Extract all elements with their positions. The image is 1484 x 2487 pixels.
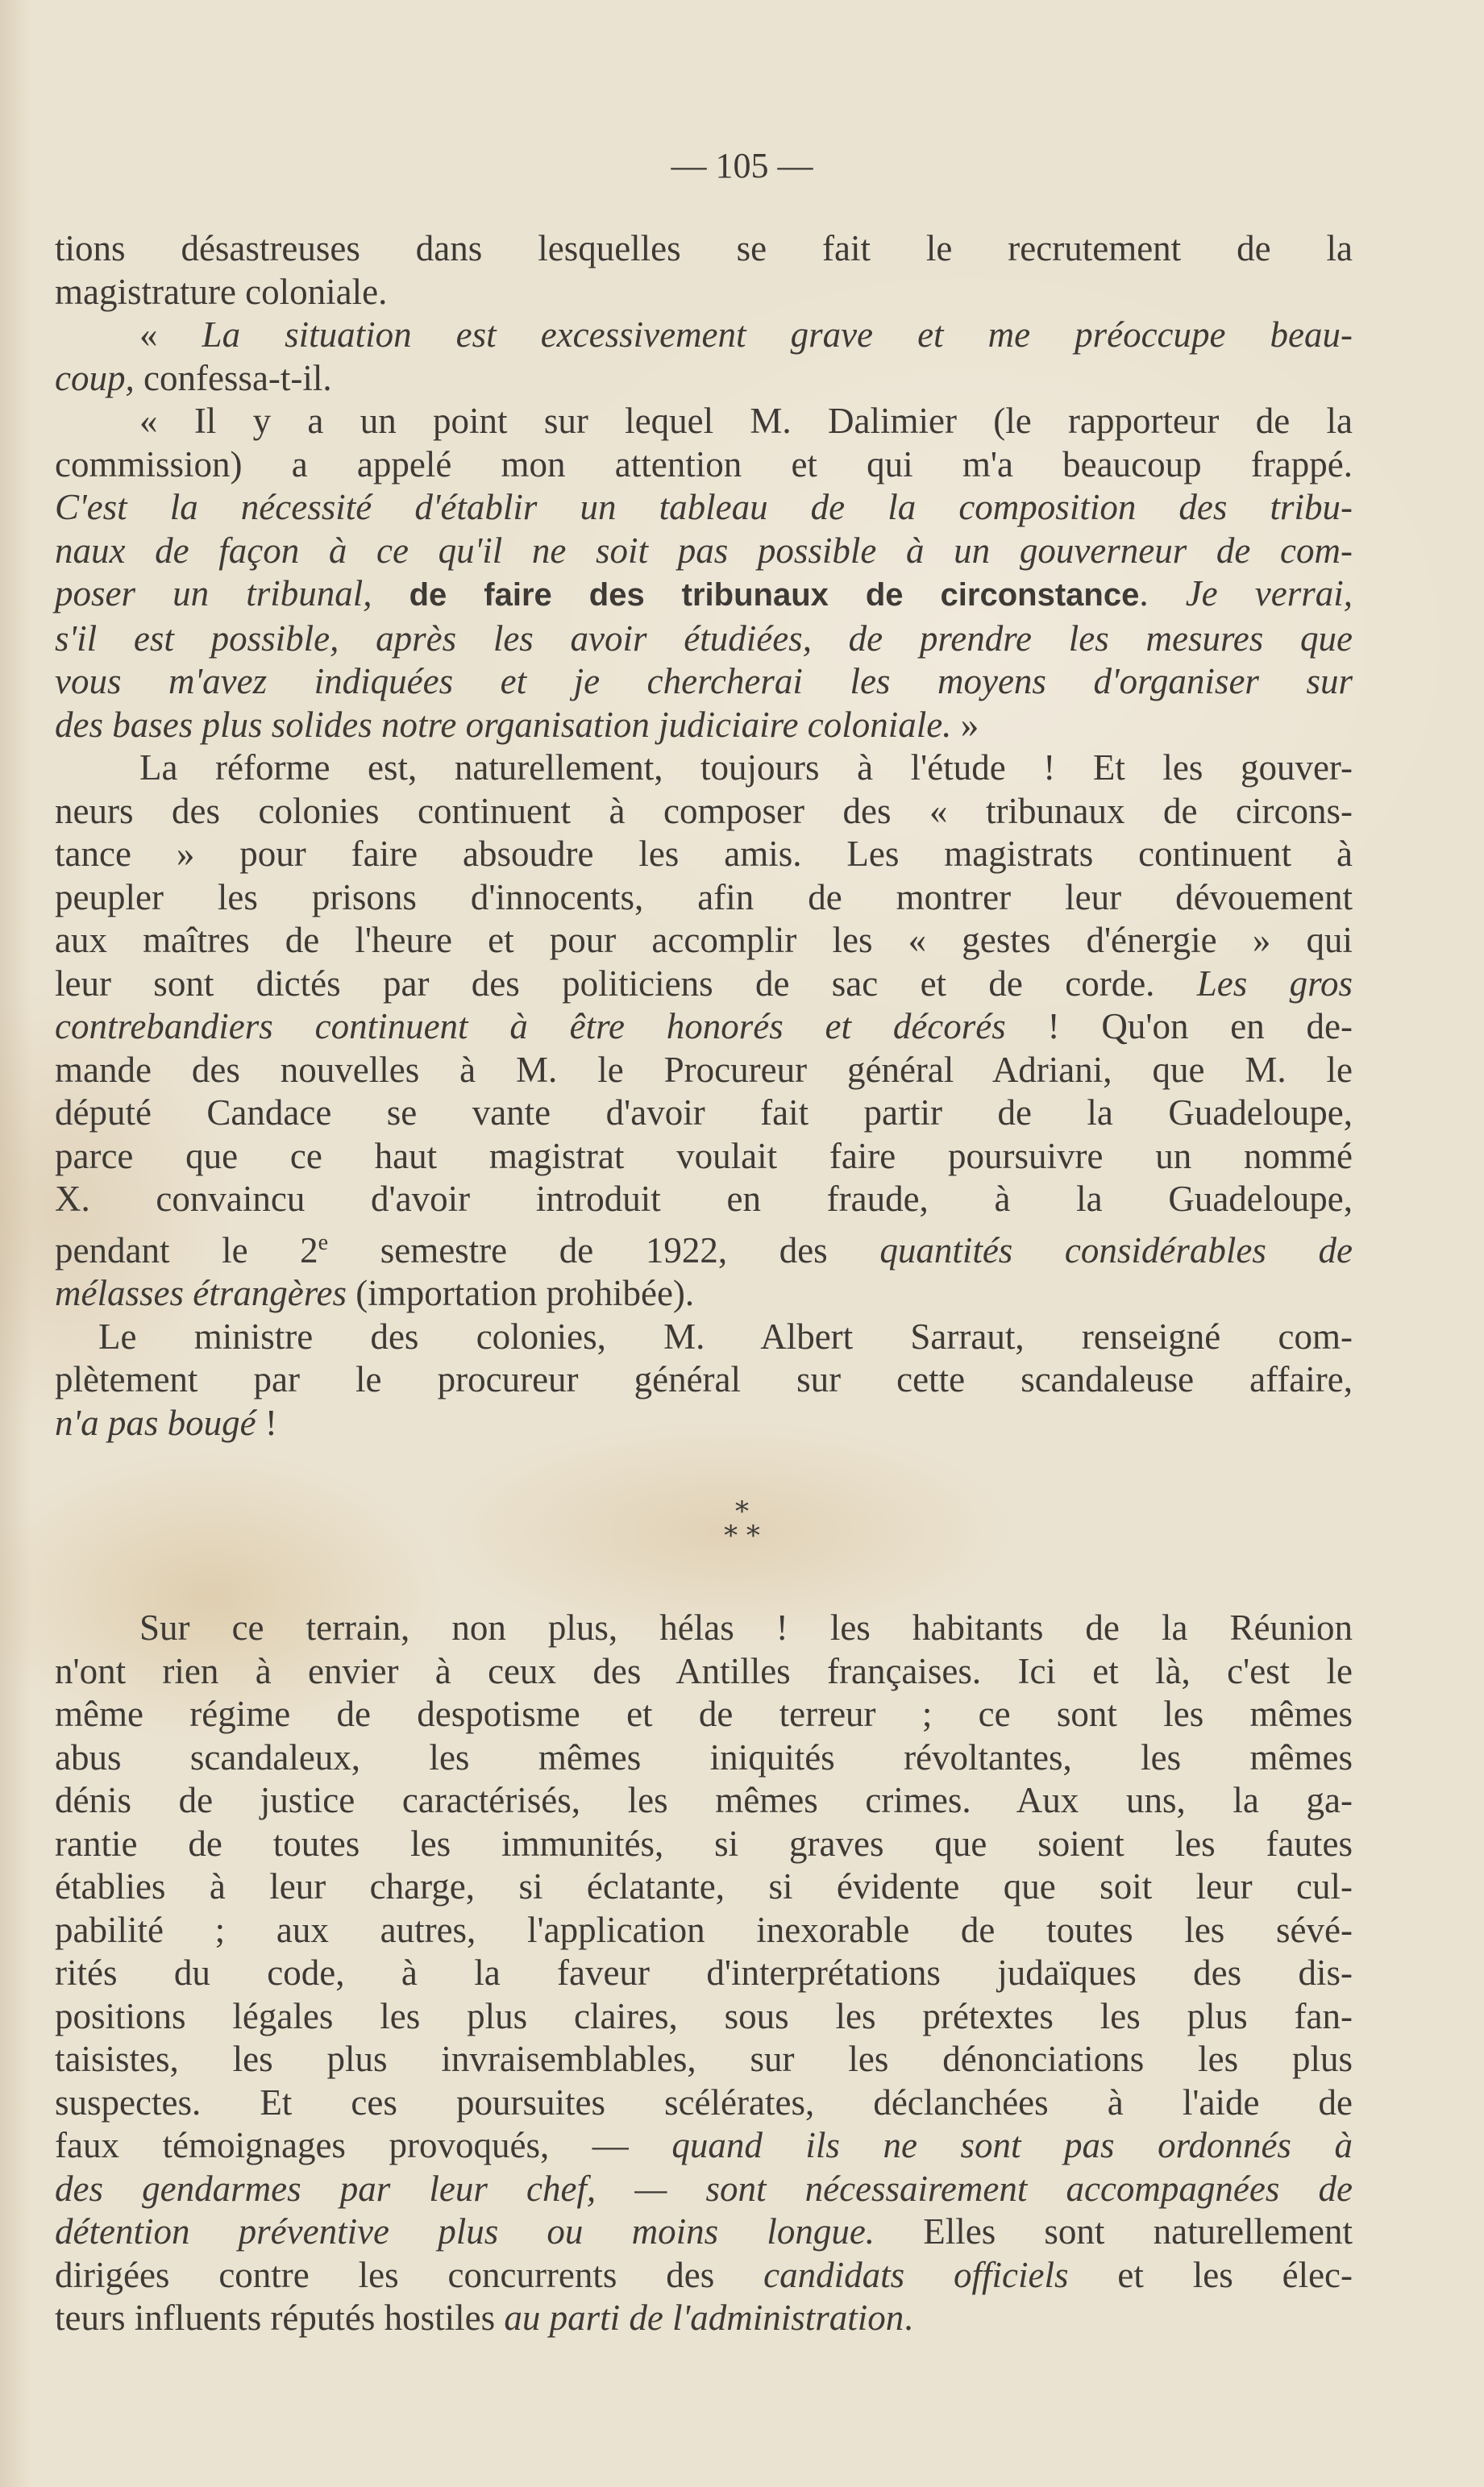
text-line: X. convaincu d'avoir introduit en fraude, à la Guadeloupe, — [55, 1179, 1353, 1219]
text-line: positions légales les plus claires, sous les prétextes les plus fan- — [55, 1995, 1353, 2036]
paragraph-4 — [55, 747, 1353, 1316]
text-line: parce que ce haut magistrat voulait faire poursuivre un nommé — [55, 1135, 1353, 1176]
text-line: s'il est possible, après les avoir étudiées, de prendre les mesures que — [55, 618, 1353, 659]
paragraph-2 — [55, 314, 1353, 400]
asterism-top: * — [735, 1495, 749, 1528]
text-line: vous m'avez indiquées et je chercherai les moyens d'organiser sur — [55, 661, 1353, 701]
italic-text: coup, — [55, 357, 135, 398]
text-line — [55, 357, 1353, 401]
text-line: tions désastreuses dans lesquelles se fait le recrutement de la — [55, 228, 1353, 268]
superscript: e — [318, 1229, 329, 1255]
italic-text: poser un tribunal, — [55, 573, 409, 613]
text-line — [55, 1272, 1353, 1316]
text-line — [55, 963, 1353, 1006]
italic-text: des bases plus solides notre organisation judiciaire coloniale. — [55, 704, 952, 745]
asterism-separator — [0, 1495, 1484, 1552]
text-line: n'ont rien à envier à ceux des Antilles françaises. Ici et là, c'est le — [55, 1650, 1353, 1691]
text-line: plètement par le procureur général sur cette scandaleuse affaire, — [55, 1359, 1353, 1399]
italic-text: détention préventive plus ou moins longue. — [55, 2211, 875, 2252]
roman-text: semestre de 1922, des — [328, 1229, 880, 1271]
text-line: aux maîtres de l'heure et pour accomplir les « gestes d'énergie » qui — [55, 920, 1353, 960]
text-line: mande des nouvelles à M. le Procureur général Adriani, que M. le — [55, 1049, 1353, 1090]
italic-text: La situation est excessivement grave et me préoccupe beau- — [202, 314, 1353, 355]
italic-text: n'a pas bougé — [55, 1402, 256, 1443]
text-line: suspectes. Et ces poursuites scélérates, déclanchées à l'aide de — [55, 2082, 1353, 2123]
text-line — [55, 1221, 1353, 1273]
paragraph-6 — [55, 1607, 1353, 2340]
text-line: pabilité ; aux autres, l'application inexorable de toutes les sévé- — [55, 1909, 1353, 1950]
text-line — [55, 704, 1353, 747]
text-line: des gendarmes par leur chef, — sont nécessairement accompagnées de — [55, 2168, 1353, 2209]
italic-text: au parti de l'administration — [504, 2298, 904, 2338]
roman-text: et les élec- — [1068, 2254, 1353, 2295]
italic-text: Je verrai, — [1185, 573, 1353, 613]
text-line: établies à leur charge, si éclatante, si évidente que soit leur cul- — [55, 1866, 1353, 1907]
text-line: dénis de justice caractérisés, les mêmes crimes. Aux uns, la ga- — [55, 1780, 1353, 1820]
text-line: tance » pour faire absoudre les amis. Les magistrats continuent à — [55, 834, 1353, 874]
roman-text: dirigées contre les concurrents des — [55, 2254, 764, 2295]
text-line — [55, 2210, 1353, 2254]
upper-text-block — [55, 227, 1353, 1445]
text-line: Sur ce terrain, non plus, hélas ! les habitants de la Réunion — [139, 1607, 1353, 1648]
text-line: rantie de toutes les immunités, si graves que soient les fautes — [55, 1823, 1353, 1864]
paragraph-5 — [55, 1316, 1353, 1445]
text-line — [55, 2124, 1353, 2168]
text-line — [55, 314, 1353, 357]
text-line — [55, 1402, 1353, 1445]
text-line: même régime de despotisme et de terreur ; ce sont les mêmes — [55, 1694, 1353, 1734]
text-line: député Candace se vante d'avoir fait partir de la Guadeloupe, — [55, 1092, 1353, 1133]
roman-text: teurs influents réputés hostiles — [55, 2298, 505, 2338]
roman-text: . — [1139, 573, 1186, 613]
text-line: C'est la nécessité d'établir un tableau de la composition des tribu- — [55, 487, 1353, 527]
paragraph-1 — [55, 227, 1353, 314]
roman-text: faux témoignages provoqués, — — [55, 2125, 672, 2165]
roman-text: ! — [256, 1402, 277, 1443]
italic-text: contrebandiers continuent à être honorés et décorés — [55, 1006, 1006, 1046]
text-line: rités du code, à la faveur d'interprétations judaïques des dis- — [55, 1953, 1353, 1993]
text-line — [55, 2254, 1353, 2298]
lower-text-block — [55, 1607, 1353, 2340]
text-line: commission) a appelé mon attention et qui m'a beaucoup frappé. — [55, 443, 1353, 485]
roman-text: ! Qu'on en de- — [1005, 1006, 1353, 1046]
roman-text: » — [951, 704, 979, 745]
text-line — [55, 1005, 1353, 1049]
text-line — [55, 2297, 1353, 2340]
text-line — [55, 572, 1353, 618]
italic-text: mélasses étrangères — [55, 1273, 347, 1313]
quote-mark: « — [139, 314, 202, 355]
text-line: neurs des colonies continuent à composer des « tribunaux de circons- — [55, 790, 1353, 831]
bold-text: de faire des tribunaux de circonstance — [409, 577, 1140, 613]
text-line: peupler les prisons d'innocents, afin de montrer leur dévouement — [55, 876, 1353, 917]
roman-text: pendant le 2 — [55, 1229, 318, 1271]
roman-text: confessa-t-il. — [134, 357, 332, 398]
italic-text: candidats officiels — [763, 2254, 1069, 2295]
italic-text: Les gros — [1196, 963, 1353, 1004]
text-line: abus scandaleux, les mêmes iniquités révoltantes, les mêmes — [55, 1736, 1353, 1778]
roman-text: (importation prohibée). — [347, 1273, 695, 1313]
italic-text: quand ils ne sont pas ordonnés à — [671, 2125, 1353, 2165]
text-line: naux de façon à ce qu'il ne soit pas possible à un gouverneur de com- — [55, 530, 1353, 571]
text-line: taisistes, les plus invraisemblables, sur les dénonciations les plus — [55, 2039, 1353, 2079]
text-line: magistrature coloniale. — [55, 271, 388, 312]
text-line: La réforme est, naturellement, toujours à l'étude ! Et les gouver- — [139, 747, 1353, 788]
roman-text: leur sont dictés par des politiciens de sac et de corde. — [55, 963, 1197, 1004]
text-line: Le ministre des colonies, M. Albert Sarraut, renseigné com- — [98, 1316, 1353, 1357]
roman-text: Elles sont naturellement — [875, 2211, 1353, 2252]
page-number: — 105 — — [671, 146, 813, 185]
asterism-bottom: * * — [724, 1520, 760, 1552]
text-line: « Il y a un point sur lequel M. Dalimier (le rapporteur de la — [139, 401, 1353, 441]
italic-text: quantités considérables de — [879, 1229, 1353, 1271]
roman-text: . — [904, 2298, 913, 2338]
paragraph-3 — [55, 400, 1353, 747]
